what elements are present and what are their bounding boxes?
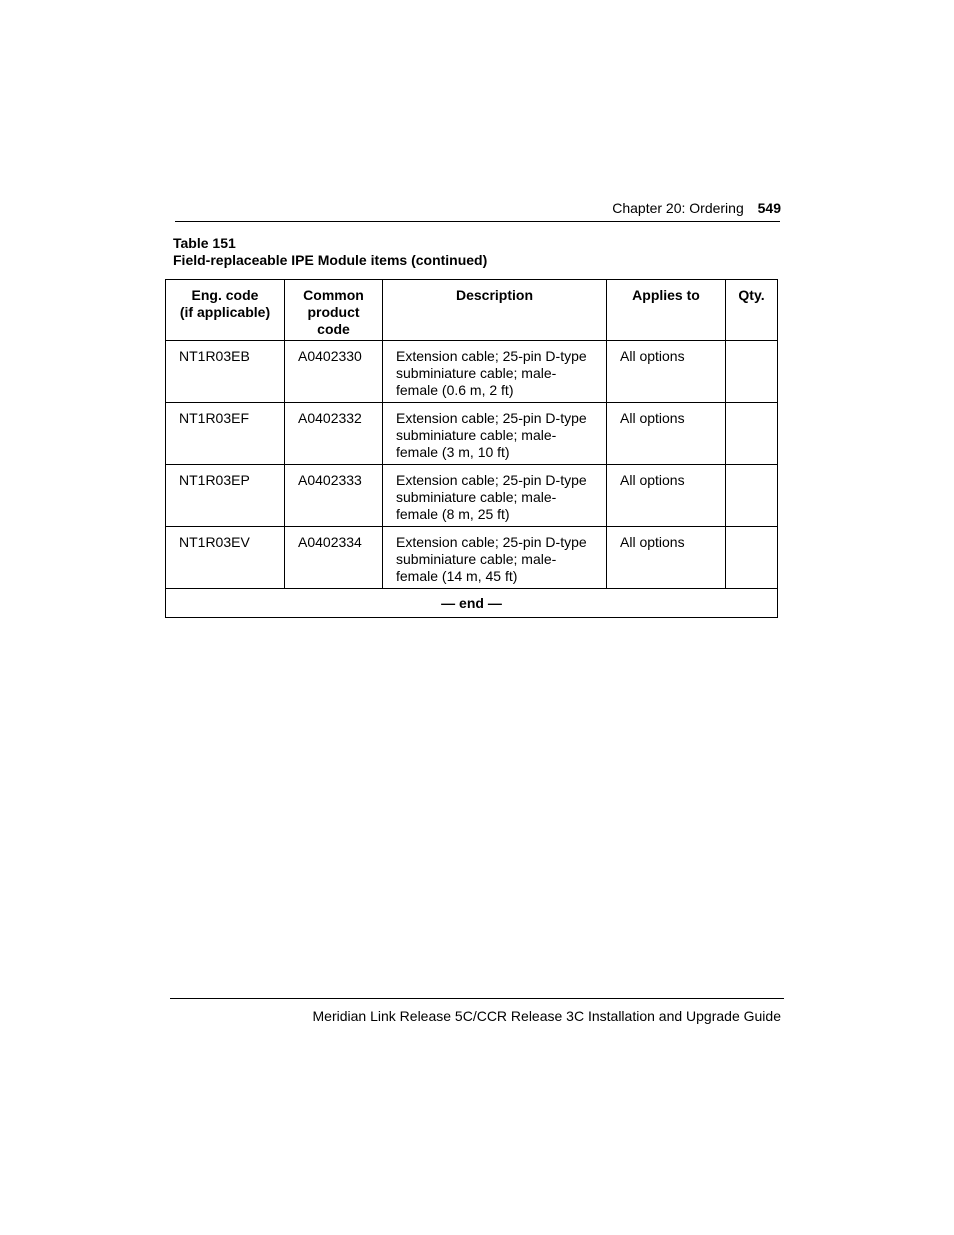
table-row (166, 527, 778, 589)
table-row (166, 465, 778, 527)
table-row (166, 341, 778, 403)
page-header (612, 199, 781, 217)
qty-cell (726, 403, 778, 465)
description-cell: Extension cable; 25-pin D-type subminiature cable; male- female (8 m, 25 ft) (383, 465, 607, 527)
table-title: Field-replaceable IPE Module items (continued) (173, 252, 488, 268)
description-cell: Extension cable; 25-pin D-type subminiature cable; male- female (14 m, 45 ft) (383, 527, 607, 589)
table-row (166, 403, 778, 465)
header-divider (175, 221, 780, 222)
common-code-cell: A0402333 (285, 465, 383, 527)
eng-code-cell: NT1R03EP (166, 465, 285, 527)
eng-code-cell: NT1R03EF (166, 403, 285, 465)
applies-to-cell: All options (607, 403, 726, 465)
common-code-cell: A0402332 (285, 403, 383, 465)
guide-title: Meridian Link Release 5C/CCR Release 3C Installation and Upgrade Guide (312, 1008, 781, 1024)
column-header-description: Description (383, 280, 607, 341)
column-header-qty: Qty. (726, 280, 778, 341)
table-number: Table 151 (173, 235, 236, 251)
items-table (165, 279, 778, 618)
eng-code-cell: NT1R03EB (166, 341, 285, 403)
applies-to-cell: All options (607, 465, 726, 527)
description-cell: Extension cable; 25-pin D-type subminiature cable; male- female (3 m, 10 ft) (383, 403, 607, 465)
table-header-row (166, 280, 778, 341)
qty-cell (726, 465, 778, 527)
eng-code-cell: NT1R03EV (166, 527, 285, 589)
qty-cell (726, 341, 778, 403)
common-code-cell: A0402334 (285, 527, 383, 589)
qty-cell (726, 527, 778, 589)
footer-divider (170, 998, 784, 999)
applies-to-cell: All options (607, 527, 726, 589)
common-code-cell: A0402330 (285, 341, 383, 403)
chapter-title: Chapter 20: Ordering (612, 200, 744, 216)
table-caption (173, 235, 487, 269)
page-number: 549 (757, 200, 781, 216)
description-cell: Extension cable; 25-pin D-type subminiature cable; male- female (0.6 m, 2 ft) (383, 341, 607, 403)
column-header-eng-code: Eng. code (if applicable) (166, 280, 285, 341)
applies-to-cell: All options (607, 341, 726, 403)
table-end-row (166, 589, 778, 618)
column-header-common-code: Common product code (285, 280, 383, 341)
end-marker: — end — (166, 589, 778, 618)
column-header-applies-to: Applies to (607, 280, 726, 341)
